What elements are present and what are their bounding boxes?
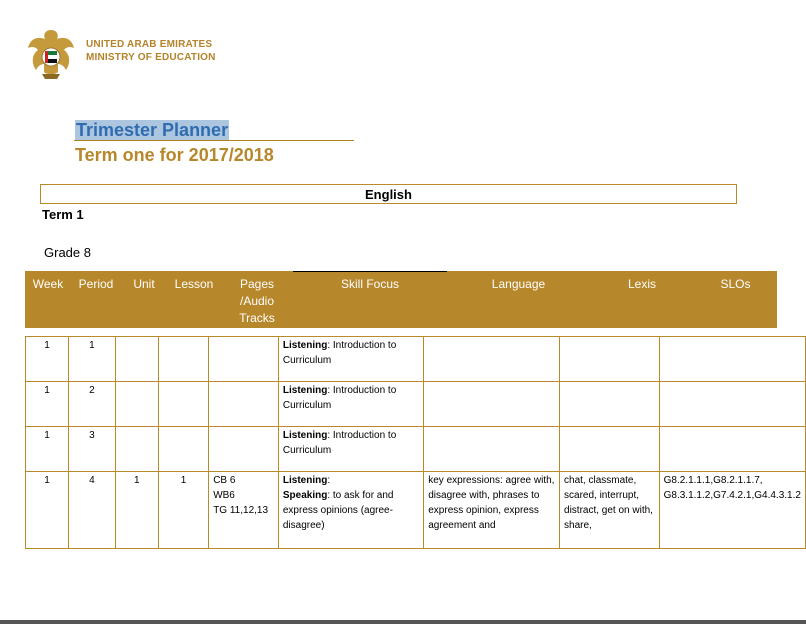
col-header-pages: Pages /Audio Tracks	[239, 277, 275, 325]
cell-pages[interactable]	[209, 427, 279, 472]
skill-text: :	[327, 475, 331, 486]
cell-slos[interactable]	[659, 427, 805, 472]
skill-label-2: Speaking	[282, 490, 328, 501]
header-divider	[293, 271, 447, 272]
cell-skill-focus[interactable]	[278, 337, 423, 382]
table-row	[26, 337, 806, 382]
table-row	[26, 427, 806, 472]
cell-lesson[interactable]: 1	[158, 472, 208, 549]
skill-label: Listening	[282, 430, 328, 441]
skill-label: Listening	[282, 340, 328, 351]
cell-period[interactable]: 2	[69, 382, 116, 427]
cell-slos[interactable]	[659, 337, 805, 382]
cell-lesson[interactable]	[158, 427, 208, 472]
cell-skill-focus[interactable]	[278, 472, 423, 549]
cell-lexis[interactable]	[560, 382, 660, 427]
cell-unit[interactable]	[115, 427, 158, 472]
document-title[interactable]: Trimester Planner	[76, 120, 229, 140]
skill-label: Listening	[282, 385, 328, 396]
table-row	[26, 382, 806, 427]
col-header-skill-focus: Skill Focus	[340, 277, 399, 291]
term-label[interactable]: Term 1	[42, 207, 84, 222]
col-header-slos: SLOs	[720, 277, 751, 291]
planner-table	[25, 336, 806, 549]
col-header-period: Period	[78, 277, 114, 291]
cell-pages[interactable]	[209, 382, 279, 427]
cell-lesson[interactable]	[158, 382, 208, 427]
skill-text: : Introduction to Curriculum	[282, 430, 397, 456]
cell-lexis[interactable]	[560, 427, 660, 472]
cell-language[interactable]: key expressions: agree with, disagree with, phrases to express opinion, express agreement and	[424, 472, 560, 549]
cell-language[interactable]	[424, 382, 560, 427]
table-row	[26, 472, 806, 549]
cell-pages[interactable]: CB 6 WB6 TG 11,12,13	[209, 472, 279, 549]
cell-unit[interactable]: 1	[115, 472, 158, 549]
cell-week[interactable]: 1	[26, 337, 69, 382]
cell-skill-focus[interactable]	[278, 427, 423, 472]
cell-lexis[interactable]	[560, 337, 660, 382]
cell-week[interactable]: 1	[26, 427, 69, 472]
document-subtitle[interactable]: Term one for 2017/2018	[75, 145, 274, 165]
subject-box	[40, 184, 737, 204]
uae-falcon-emblem-icon	[26, 26, 76, 82]
page-edge	[0, 620, 806, 624]
col-header-unit: Unit	[133, 277, 155, 291]
col-header-lexis: Lexis	[627, 277, 656, 291]
cell-slos[interactable]: G8.2.1.1.1,G8.2.1.1.7, G8.3.1.1.2,G7.4.2.1,G4.4.3.1.2	[659, 472, 805, 549]
cell-lexis[interactable]: chat, classmate, scared, interrupt, distract, get on with, share,	[560, 472, 660, 549]
skill-label: Listening	[282, 475, 328, 486]
skill-text: : Introduction to Curriculum	[282, 385, 397, 411]
organization-name	[86, 38, 216, 64]
cell-skill-focus[interactable]	[278, 382, 423, 427]
col-header-lesson: Lesson	[174, 277, 214, 291]
cell-language[interactable]	[424, 337, 560, 382]
cell-unit[interactable]	[115, 382, 158, 427]
cell-lesson[interactable]	[158, 337, 208, 382]
cell-week[interactable]: 1	[26, 382, 69, 427]
subject-label[interactable]: English	[365, 187, 412, 202]
cell-period[interactable]: 4	[69, 472, 116, 549]
skill-text-2: : to ask for and express opinions (agree-disagree)	[282, 490, 394, 531]
title-divider	[74, 140, 354, 141]
cell-pages[interactable]	[209, 337, 279, 382]
cell-unit[interactable]	[115, 337, 158, 382]
cell-slos[interactable]	[659, 382, 805, 427]
cell-language[interactable]	[424, 427, 560, 472]
org-line-2: MINISTRY OF EDUCATION	[86, 52, 216, 63]
skill-text: : Introduction to Curriculum	[282, 340, 397, 366]
col-header-week: Week	[32, 277, 64, 291]
grade-label[interactable]: Grade 8	[44, 245, 91, 260]
cell-period[interactable]: 3	[69, 427, 116, 472]
org-line-1: UNITED ARAB EMIRATES	[86, 39, 213, 50]
cell-week[interactable]: 1	[26, 472, 69, 549]
col-header-language: Language	[491, 277, 546, 291]
cell-period[interactable]: 1	[69, 337, 116, 382]
